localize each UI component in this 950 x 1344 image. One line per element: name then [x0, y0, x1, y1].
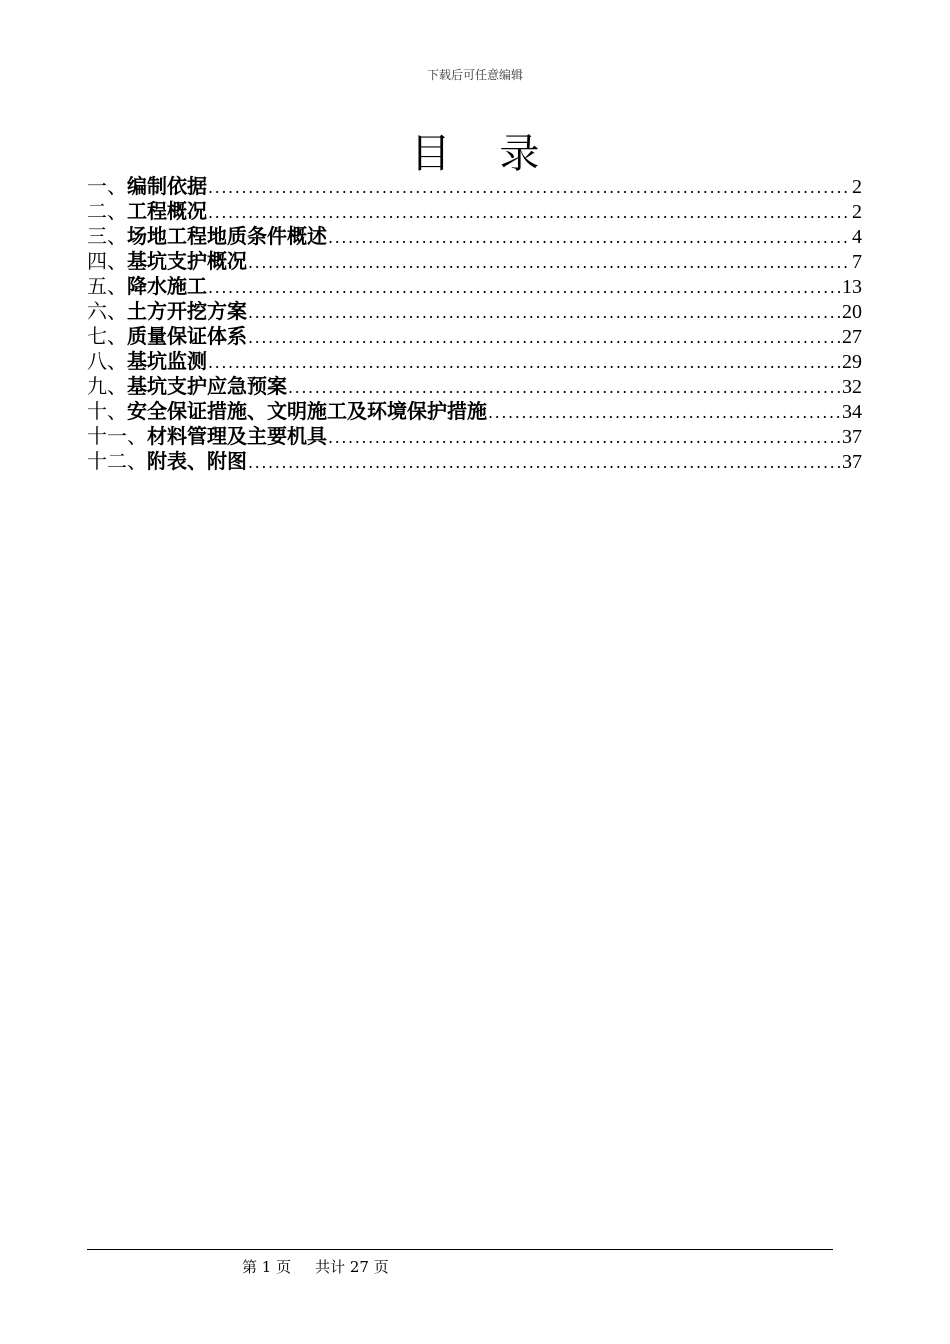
toc-entry-title: 附表、附图 [147, 449, 247, 473]
toc-entry[interactable] [87, 349, 862, 374]
toc-entry[interactable] [87, 374, 862, 399]
toc-entry-title: 质量保证体系 [127, 324, 247, 348]
toc-dot-leader [488, 400, 841, 425]
toc-entry-title: 编制依据 [127, 174, 207, 198]
table-of-contents [87, 174, 862, 474]
toc-entry-page: 4 [852, 226, 862, 248]
toc-entry-page: 32 [842, 376, 862, 398]
toc-dot-leader [248, 250, 851, 275]
toc-entry-title: 工程概况 [127, 199, 207, 223]
toc-entry-page: 29 [842, 351, 862, 373]
toc-entry[interactable] [87, 199, 862, 224]
toc-entry-number: 十二、 [87, 449, 147, 473]
toc-entry-number: 五、 [87, 274, 127, 298]
footer-page-number: 第 1 页 [242, 1258, 292, 1276]
toc-entry-title: 场地工程地质条件概述 [127, 224, 327, 248]
toc-entry-title: 材料管理及主要机具 [147, 424, 327, 448]
toc-entry-number: 十一、 [87, 424, 147, 448]
toc-dot-leader [208, 200, 851, 225]
toc-dot-leader [208, 275, 841, 300]
toc-entry[interactable] [87, 224, 862, 249]
toc-entry[interactable] [87, 249, 862, 274]
footer-divider [87, 1249, 833, 1250]
toc-entry-page: 2 [852, 201, 862, 223]
toc-entry[interactable] [87, 424, 862, 449]
toc-entry-page: 13 [842, 276, 862, 298]
toc-dot-leader [328, 225, 851, 250]
toc-entry-page: 37 [842, 451, 862, 473]
toc-entry-number: 三、 [87, 224, 127, 248]
toc-entry-page: 27 [842, 326, 862, 348]
toc-entry-title: 安全保证措施、文明施工及环境保护措施 [127, 399, 487, 423]
toc-entry-number: 九、 [87, 374, 127, 398]
toc-entry-title: 基坑监测 [127, 349, 207, 373]
toc-entry-number: 二、 [87, 199, 127, 223]
page-title: 目 录 [410, 131, 558, 177]
toc-entry-title: 土方开挖方案 [127, 299, 247, 323]
toc-entry[interactable] [87, 274, 862, 299]
footer [242, 1256, 389, 1277]
toc-entry-number: 八、 [87, 349, 127, 373]
toc-dot-leader [248, 450, 841, 475]
toc-entry[interactable] [87, 324, 862, 349]
toc-entry-page: 34 [842, 401, 862, 423]
toc-entry-number: 一、 [87, 174, 127, 198]
toc-dot-leader [328, 425, 841, 450]
toc-dot-leader [248, 300, 841, 325]
toc-entry-title: 基坑支护应急预案 [127, 374, 287, 398]
toc-entry-number: 七、 [87, 324, 127, 348]
header-note: 下载后可任意编辑 [426, 68, 523, 82]
toc-entry-number: 六、 [87, 299, 127, 323]
toc-entry[interactable] [87, 174, 862, 199]
toc-dot-leader [248, 325, 841, 350]
toc-entry-page: 7 [852, 251, 862, 273]
toc-entry-page: 2 [852, 176, 862, 198]
toc-dot-leader [208, 175, 851, 200]
toc-entry-number: 十、 [87, 399, 127, 423]
footer-total-pages: 共计 27 页 [315, 1258, 389, 1276]
toc-entry-page: 20 [842, 301, 862, 323]
toc-entry-title: 降水施工 [127, 274, 207, 298]
toc-entry[interactable] [87, 399, 862, 424]
toc-entry[interactable] [87, 299, 862, 324]
toc-entry[interactable] [87, 449, 862, 474]
toc-dot-leader [288, 375, 841, 400]
toc-entry-number: 四、 [87, 249, 127, 273]
toc-entry-title: 基坑支护概况 [127, 249, 247, 273]
toc-dot-leader [208, 350, 841, 375]
toc-entry-page: 37 [842, 426, 862, 448]
